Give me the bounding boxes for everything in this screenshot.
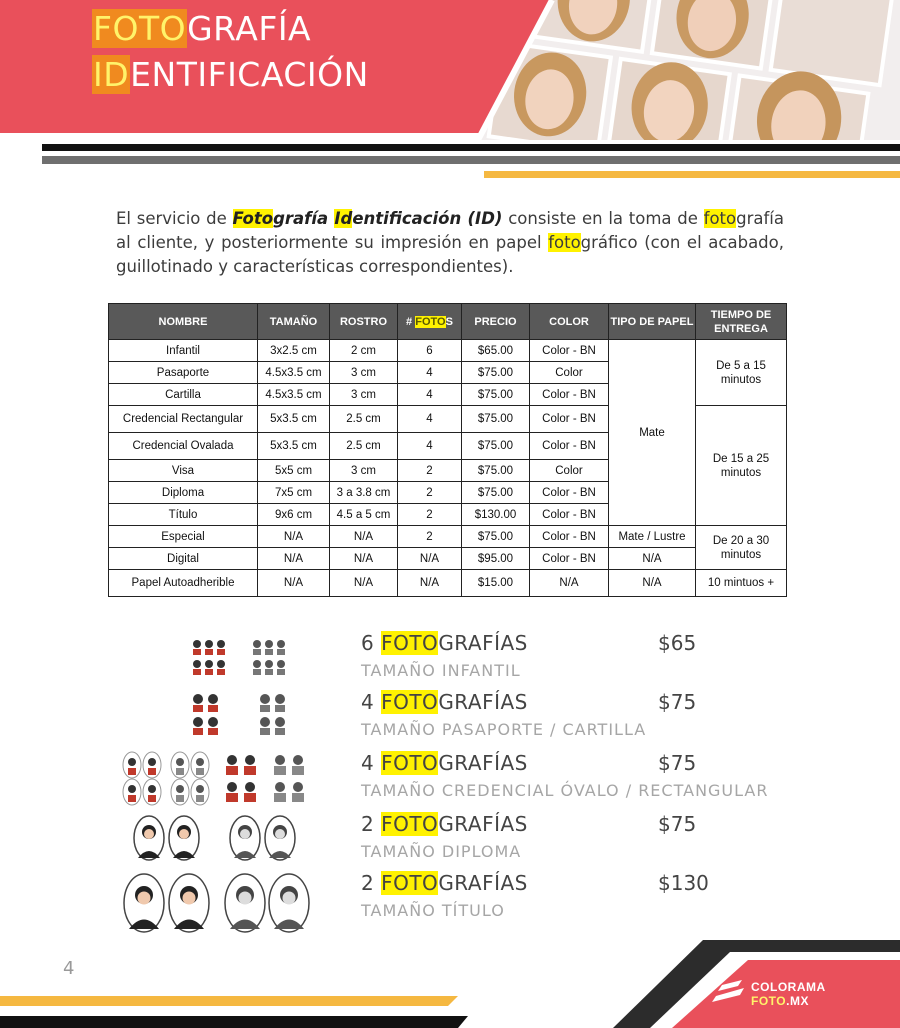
cell-tamano: 9x6 cm [258, 504, 330, 526]
cell-fotos: 6 [398, 340, 462, 362]
offer-price: $75 [658, 812, 697, 836]
cell-precio: $75.00 [462, 460, 530, 482]
cell-papel: N/A [609, 570, 696, 597]
cell-precio: $75.00 [462, 362, 530, 384]
table-header-row [109, 304, 787, 340]
table-row [109, 548, 787, 570]
offer-subtitle: TAMAÑO CREDENCIAL ÓVALO / RECTANGULAR [361, 781, 769, 800]
col-header-precio: PRECIO [462, 304, 530, 340]
cell-rostro: N/A [330, 526, 398, 548]
cell-tamano: N/A [258, 548, 330, 570]
cell-rostro: 2.5 cm [330, 433, 398, 460]
col-header-rostro: ROSTRO [330, 304, 398, 340]
cell-nombre: Infantil [109, 340, 258, 362]
cell-color: Color - BN [530, 433, 609, 460]
cell-tamano: 5x3.5 cm [258, 433, 330, 460]
cell-fotos: 4 [398, 433, 462, 460]
cell-color: Color - BN [530, 526, 609, 548]
cell-tiempo-1: De 5 a 15 minutos [696, 340, 787, 406]
thumbnail-group-diploma [133, 814, 297, 862]
cell-color: N/A [530, 570, 609, 597]
cell-fotos: N/A [398, 570, 462, 597]
cell-fotos: 2 [398, 526, 462, 548]
offer-subtitle: TAMAÑO DIPLOMA [361, 842, 522, 861]
cell-color: Color - BN [530, 548, 609, 570]
header-stripe-gold [484, 171, 900, 178]
offer-title: 2 FOTOGRAFÍAS [361, 871, 528, 895]
cell-precio: $65.00 [462, 340, 530, 362]
header-stripe-black [42, 144, 900, 151]
cell-tamano: N/A [258, 526, 330, 548]
cell-rostro: 3 a 3.8 cm [330, 482, 398, 504]
logo-text-line-2: FOTO.MX [751, 994, 809, 1008]
cell-rostro: 2 cm [330, 340, 398, 362]
cell-tiempo-2: De 15 a 25 minutos [696, 406, 787, 526]
cell-tamano: 4.5x3.5 cm [258, 384, 330, 406]
col-header-nombre: NOMBRE [109, 304, 258, 340]
cell-color: Color - BN [530, 340, 609, 362]
cell-color: Color - BN [530, 504, 609, 526]
cell-tamano: 4.5x3.5 cm [258, 362, 330, 384]
cell-nombre: Visa [109, 460, 258, 482]
cell-fotos: 2 [398, 504, 462, 526]
cell-fotos: 4 [398, 384, 462, 406]
cell-tiempo: 10 mintuos + [696, 570, 787, 597]
cell-papel: Mate / Lustre [609, 526, 696, 548]
cell-fotos: N/A [398, 548, 462, 570]
cell-color: Color - BN [530, 406, 609, 433]
cell-precio: $95.00 [462, 548, 530, 570]
page-title-line-1: FOTOGRAFÍA [93, 9, 312, 48]
cell-rostro: 3 cm [330, 362, 398, 384]
cell-nombre: Digital [109, 548, 258, 570]
cell-fotos: 4 [398, 406, 462, 433]
cell-tiempo-3: De 20 a 30 minutos [696, 526, 787, 570]
cell-nombre: Especial [109, 526, 258, 548]
offer-price: $75 [658, 690, 697, 714]
page-title-line-2: IDENTIFICACIÓN [93, 55, 369, 94]
offer-title: 4 FOTOGRAFÍAS [361, 751, 528, 775]
table-row [109, 340, 787, 362]
portrait-photo-tile [489, 0, 892, 140]
offer-subtitle: TAMAÑO INFANTIL [361, 661, 521, 680]
cell-tamano: N/A [258, 570, 330, 597]
cell-rostro: 3 cm [330, 460, 398, 482]
col-header-tiempo-entrega: TIEMPO DE ENTREGA [696, 304, 787, 340]
offer-price: $75 [658, 751, 697, 775]
offer-price: $65 [658, 631, 697, 655]
cell-nombre: Cartilla [109, 384, 258, 406]
cell-fotos: 4 [398, 362, 462, 384]
cell-nombre: Título [109, 504, 258, 526]
cell-nombre: Pasaporte [109, 362, 258, 384]
logo-text-line-1: COLORAMA [751, 980, 826, 994]
cell-tamano: 3x2.5 cm [258, 340, 330, 362]
cell-precio: $75.00 [462, 526, 530, 548]
cell-tamano: 5x5 cm [258, 460, 330, 482]
col-header-fotos: # FOTOS [398, 304, 462, 340]
offer-title: 2 FOTOGRAFÍAS [361, 812, 528, 836]
cell-color: Color - BN [530, 384, 609, 406]
cell-precio: $130.00 [462, 504, 530, 526]
cell-precio: $15.00 [462, 570, 530, 597]
col-header-color: COLOR [530, 304, 609, 340]
cell-tamano: 5x3.5 cm [258, 406, 330, 433]
cell-precio: $75.00 [462, 433, 530, 460]
pricing-table [108, 303, 787, 597]
cell-nombre: Diploma [109, 482, 258, 504]
cell-papel: N/A [609, 548, 696, 570]
cell-precio: $75.00 [462, 384, 530, 406]
thumbnail-group-pasaporte [188, 690, 298, 740]
cell-color: Color [530, 362, 609, 384]
cell-rostro: N/A [330, 548, 398, 570]
table-row [109, 570, 787, 597]
thumbnail-group-titulo [123, 872, 311, 934]
cell-rostro: N/A [330, 570, 398, 597]
offer-title: 6 FOTOGRAFÍAS [361, 631, 528, 655]
thumbnail-group-infantil [186, 636, 298, 678]
page-number: 4 [63, 958, 75, 979]
offer-price: $130 [658, 871, 709, 895]
table-row [109, 526, 787, 548]
cell-color: Color - BN [530, 482, 609, 504]
cell-nombre: Credencial Ovalada [109, 433, 258, 460]
cell-nombre: Papel Autoadherible [109, 570, 258, 597]
col-header-tamano: TAMAÑO [258, 304, 330, 340]
thumbnail-group-credencial [120, 750, 310, 808]
cell-fotos: 2 [398, 460, 462, 482]
cell-fotos: 2 [398, 482, 462, 504]
offer-subtitle: TAMAÑO TÍTULO [361, 901, 505, 920]
cell-color: Color [530, 460, 609, 482]
cell-rostro: 4.5 a 5 cm [330, 504, 398, 526]
cell-rostro: 3 cm [330, 384, 398, 406]
cell-precio: $75.00 [462, 482, 530, 504]
cell-tamano: 7x5 cm [258, 482, 330, 504]
cell-rostro: 2.5 cm [330, 406, 398, 433]
offer-title: 4 FOTOGRAFÍAS [361, 690, 528, 714]
header-stripe-gray [42, 156, 900, 164]
col-header-tipo-papel: TIPO DE PAPEL [609, 304, 696, 340]
offer-subtitle: TAMAÑO PASAPORTE / CARTILLA [361, 720, 647, 739]
cell-nombre: Credencial Rectangular [109, 406, 258, 433]
service-description: El servicio de Fotografía Identificación (ID) consiste en la toma de fotografía al cliente, y posteriormente su impresión en papel fotográfico (con el acabado, guillotinado y características correspondientes). [116, 209, 784, 276]
cell-precio: $75.00 [462, 406, 530, 433]
cell-papel-mate: Mate [609, 340, 696, 526]
